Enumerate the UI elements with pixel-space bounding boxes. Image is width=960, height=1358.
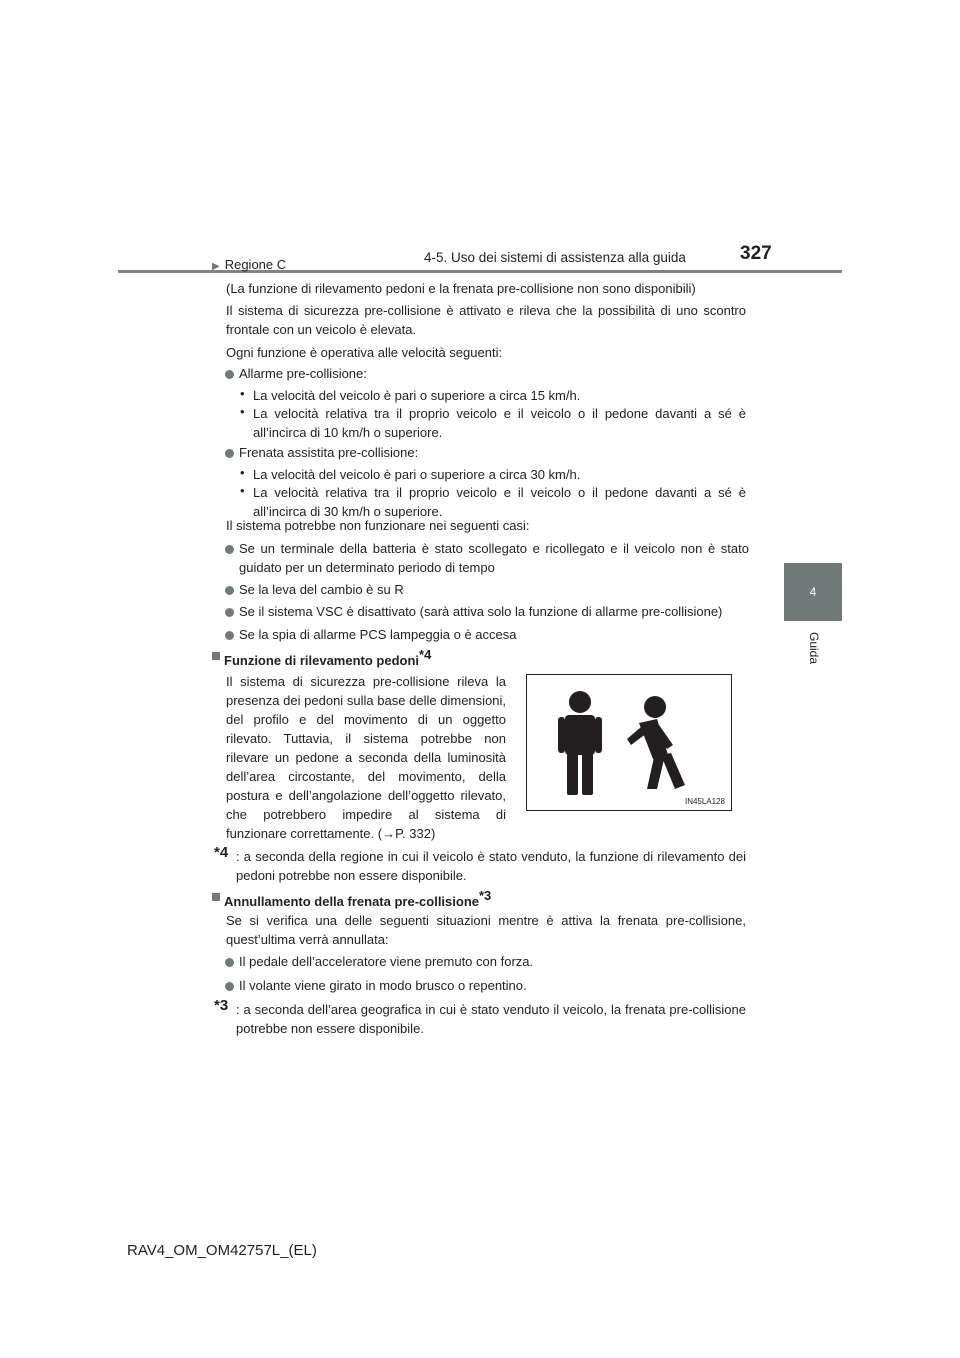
footnote-mark: *4	[214, 844, 229, 861]
triangle-bullet-icon: ▶	[212, 261, 220, 272]
brake-bullet-1: La velocità del veicolo è pari o superiore a circa 30 km/h.	[253, 467, 581, 482]
alarm-bullet-1: La velocità del veicolo è pari o superiore a circa 15 km/h.	[253, 388, 581, 403]
alarm-label: Allarme pre-collisione:	[239, 366, 367, 381]
case-3: Se il sistema VSC è disattivato (sarà attiva solo la funzione di allarme pre-collisione)	[239, 604, 723, 619]
cancel-case-1: Il pedale dell’acceleratore viene premuto con forza.	[239, 954, 534, 969]
standing-person-icon	[558, 691, 602, 795]
circle-bullet-icon	[225, 545, 234, 554]
circle-bullet-icon	[225, 586, 234, 595]
circle-bullet-icon	[225, 982, 234, 991]
circle-bullet-icon	[225, 958, 234, 967]
case-4: Se la spia di allarme PCS lampeggia o è accesa	[239, 627, 517, 642]
pedestrian-figure	[526, 674, 732, 811]
case-2: Se la leva del cambio è su R	[239, 582, 404, 597]
dot-bullet: •	[240, 483, 245, 498]
alarm-bullet-2: La velocità relativa tra il proprio veicolo e il veicolo o il pedone davanti a sé è all’incirca di 10 km/h o superiore.	[253, 406, 746, 440]
pedestrian-illustration	[527, 675, 731, 810]
dot-bullet: •	[240, 386, 245, 401]
speeds-intro: Ogni funzione è operativa alle velocità seguenti:	[226, 345, 503, 360]
chapter-tab	[784, 563, 842, 621]
intro-paragraph: Il sistema di sicurezza pre-collisione è attivato e rileva che la possibilità di uno scontro frontale con un veicolo è elevata.	[226, 303, 746, 337]
brake-label: Frenata assistita pre-collisione:	[239, 445, 419, 460]
region-note: (La funzione di rilevamento pedoni e la frenata pre-collisione non sono disponibili)	[226, 281, 696, 296]
pedestrian-text: Il sistema di sicurezza pre-collisione rileva la presenza dei pedoni sulla base delle dimensioni, del profilo e del movimento di un oggetto rilevato. Tuttavia, il sistema potrebbe non rilevare un pedone a seconda della luminosità dell’area circostante, del movimento, della postura e dell’angolazione dell’oggetto rilevato, che potrebbero impedire al sistema di funzionare correttamente. (→P. 332)	[226, 674, 506, 841]
pedestrian-heading: Funzione di rilevamento pedoni$^{*4}$	[224, 647, 432, 668]
not-work-intro: Il sistema potrebbe non funzionare nei seguenti casi:	[226, 518, 530, 533]
cancel-case-2: Il volante viene girato in modo brusco o repentino.	[239, 978, 527, 993]
case-1: Se un terminale della batteria è stato scollegato e ricollegato e il veicolo non è stato guidato per un determinato periodo di tempo	[239, 541, 749, 575]
circle-bullet-icon	[225, 608, 234, 617]
chapter-number: 4	[809, 585, 817, 599]
cancel-intro: Se si verifica una delle seguenti situazioni mentre è attiva la frenata pre-collisione, quest’ultima verrà annullata:	[226, 913, 746, 947]
section-title: 4-5. Uso dei sistemi di assistenza alla guida	[424, 250, 686, 265]
dot-bullet: •	[240, 404, 245, 419]
figure-code: IN45LA128	[684, 797, 725, 806]
footnote-3-text: : a seconda dell’area geografica in cui è stato venduto il veicolo, la frenata pre-collisione potrebbe non essere disponibile.	[236, 1002, 746, 1036]
circle-bullet-icon	[225, 631, 234, 640]
circle-bullet-icon	[225, 370, 234, 379]
region-heading: ▶ Regione C	[212, 257, 287, 272]
document-code: RAV4_OM_OM42757L_(EL)	[127, 1242, 317, 1259]
brake-bullet-2: La velocità relativa tra il proprio veicolo e il veicolo o il pedone davanti a sé è all’incirca di 30 km/h o superiore.	[253, 485, 746, 519]
page-number: 327	[740, 243, 772, 264]
footnote-4-text: : a seconda della regione in cui il veicolo è stato venduto, la funzione di rilevamento dei pedoni potrebbe non essere disponibile.	[236, 849, 746, 883]
footnote-mark: *3	[214, 997, 229, 1014]
walking-person-icon	[627, 696, 685, 789]
square-bullet-icon	[212, 652, 220, 660]
square-bullet-icon	[212, 893, 220, 901]
cancel-heading: Annullamento della frenata pre-collisione$^{*3}$	[224, 888, 492, 909]
circle-bullet-icon	[225, 449, 234, 458]
chapter-label: Guida	[807, 631, 821, 665]
dot-bullet: •	[240, 465, 245, 480]
